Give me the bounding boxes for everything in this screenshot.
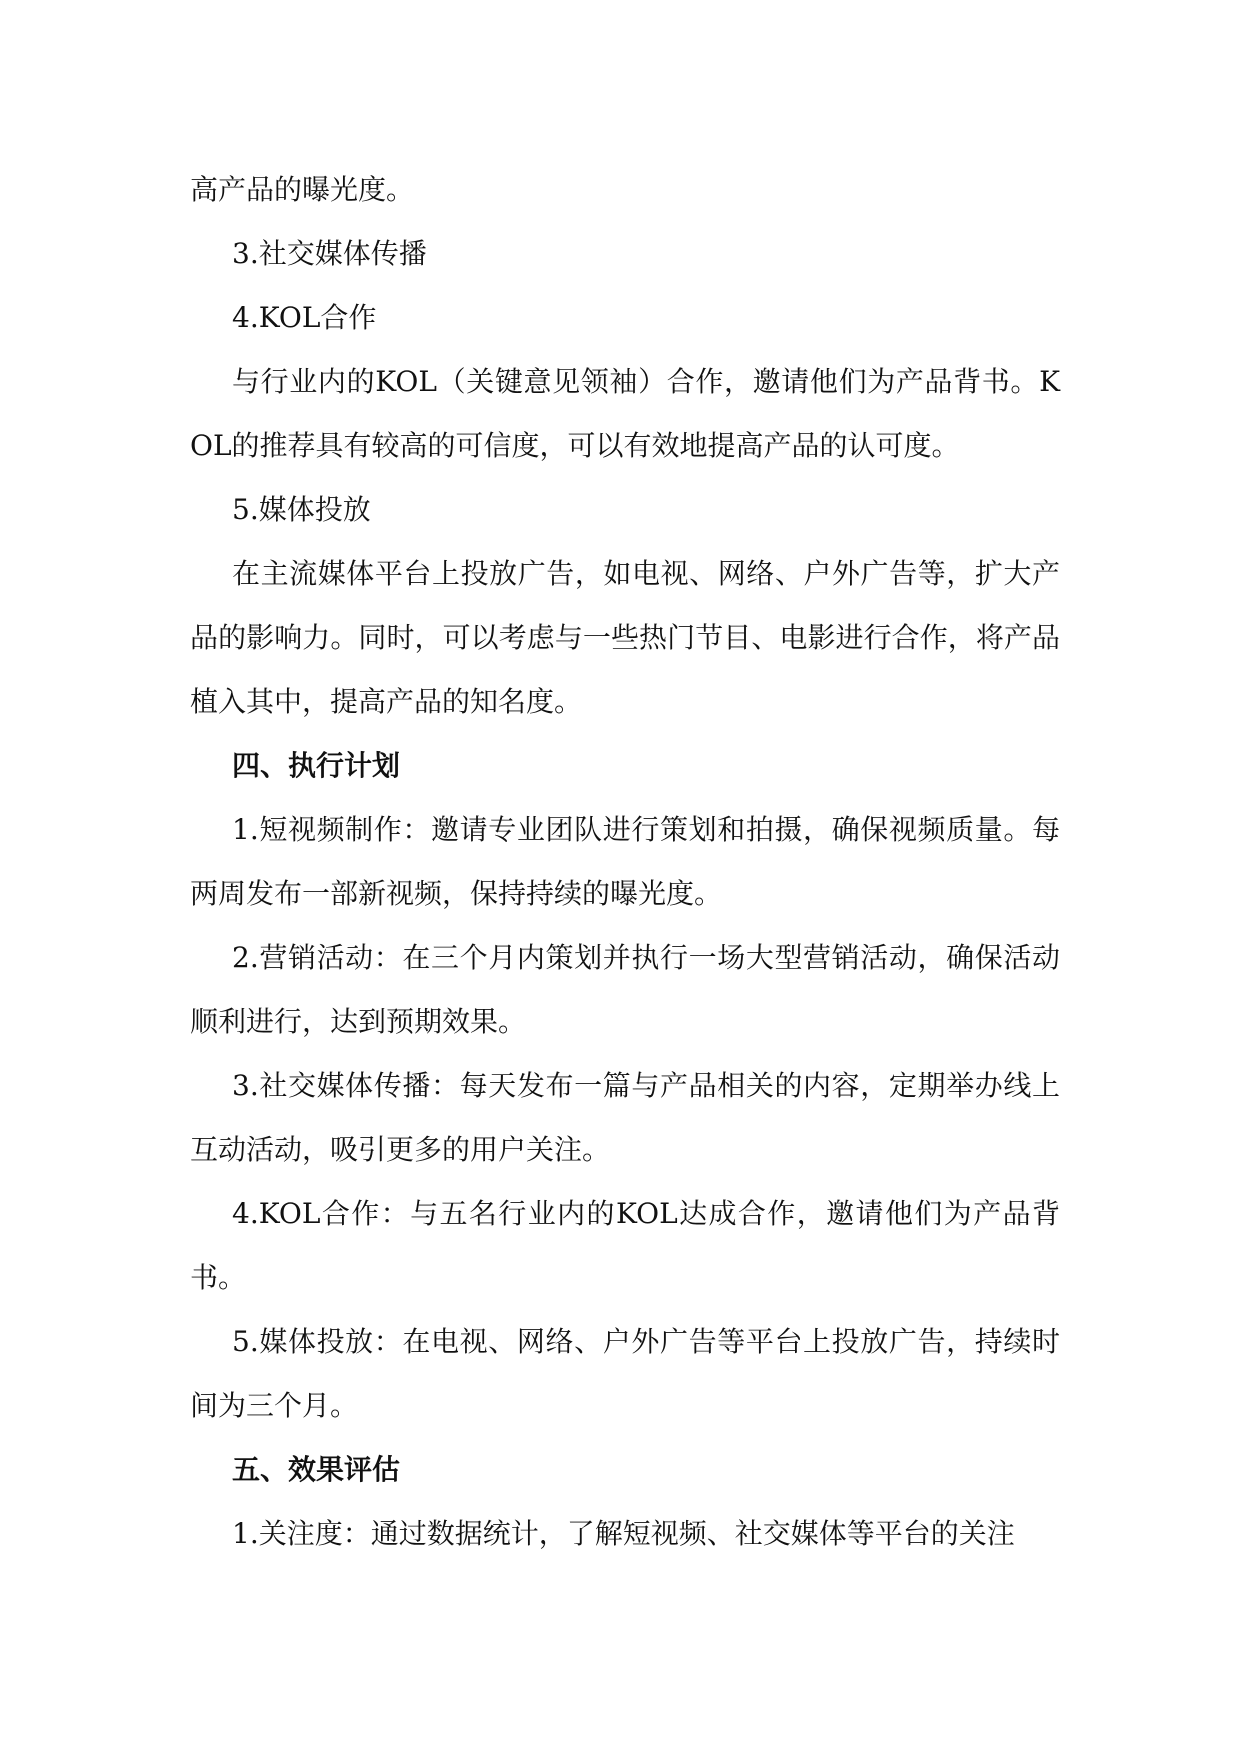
paragraph-media-plan: 5.媒体投放：在电视、网络、户外广告等平台上投放广告，持续时间为三个月。 xyxy=(190,1325,1060,1422)
paragraph-marketing: 2.营销活动：在三个月内策划并执行一场大型营销活动，确保活动顺利进行，达到预期效果。 xyxy=(190,941,1060,1038)
paragraph-social-media: 3.社交媒体传播：每天发布一篇与产品相关的内容，定期举办线上互动活动，吸引更多的用户关注。 xyxy=(190,1069,1060,1166)
paragraph-attention: 1.关注度：通过数据统计，了解短视频、社交媒体等平台的关注 xyxy=(232,1517,1015,1550)
paragraph-media: 在主流媒体平台上投放广告，如电视、网络、户外广告等，扩大产品的影响力。同时，可以考虑与一些热门节目、电影进行合作，将产品植入其中，提高产品的知名度。 xyxy=(190,557,1060,718)
list-item-social-media: 3.社交媒体传播 xyxy=(232,237,427,270)
section-heading-execution: 四、执行计划 xyxy=(232,749,401,782)
document-body xyxy=(190,158,1060,1566)
list-item-kol: 4.KOL合作 xyxy=(232,301,377,334)
paragraph-kol-plan: 4.KOL合作：与五名行业内的KOL达成合作，邀请他们为产品背书。 xyxy=(190,1197,1060,1294)
paragraph-video: 1.短视频制作：邀请专业团队进行策划和拍摄，确保视频质量。每两周发布一部新视频，保持持续的曝光度。 xyxy=(190,813,1060,910)
paragraph-continuation: 高产品的曝光度。 xyxy=(190,173,415,206)
paragraph-kol: 与行业内的KOL（关键意见领袖）合作，邀请他们为产品背书。KOL的推荐具有较高的可信度，可以有效地提高产品的认可度。 xyxy=(190,365,1060,462)
section-heading-evaluation: 五、效果评估 xyxy=(232,1453,401,1486)
list-item-media: 5.媒体投放 xyxy=(232,493,371,526)
